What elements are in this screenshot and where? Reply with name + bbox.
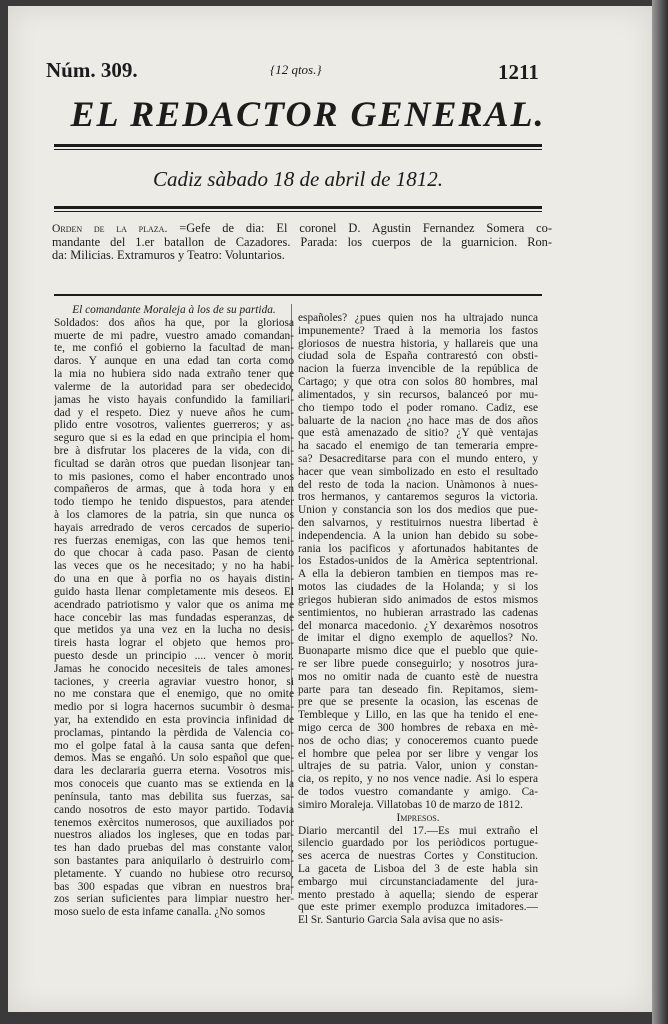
orders-line-1 (52, 222, 552, 236)
left-column-text-line: Soldados: dos años ha que, por la gloriosa (54, 316, 294, 329)
right-column (298, 312, 538, 927)
right-column-text-line: simiro Moraleja. Villatobas 10 de marzo de 1812. (298, 798, 523, 811)
right-column-text-line: parte para tan deseado fin. Repitamos, siem- (298, 683, 538, 696)
impresos-text-line: embargo mui circunstanciadamente del jura- (298, 875, 538, 888)
right-column-text-line: mos no omitir nada de cuanto estè de nuestra (298, 670, 538, 683)
issue-number: Núm. 309. (46, 58, 138, 82)
left-column-text-line: tireis hasta lograr el objeto que hemos pro- (54, 637, 294, 650)
left-column-text-line: Jamas he conocido necesiteis de tales amones- (54, 662, 294, 675)
newspaper-page (8, 6, 652, 1012)
dateline-rule (54, 206, 542, 209)
dateline: Cadiz sàbado 18 de abril de 1812. (153, 167, 443, 191)
right-column-text-line: Tembleque y Lillo, en las que ha tenido el ene- (298, 709, 538, 722)
left-column-text-line: puesto desde un principio .... vencer ò morir. (54, 649, 294, 662)
right-column-text-line: Union y constancia son los dos medios que pue- (298, 504, 538, 517)
left-column-text-line: no me constara que el enemigo, que no omite (54, 688, 294, 701)
right-column-text-line: cia, os repito, y no nos vence nadie. Asi lo espera (298, 773, 538, 786)
right-column-text-line: Buonaparte mismo dice que el pueblo que quie- (298, 645, 538, 658)
right-column-text-line: den salvarnos, y restituirnos nuestra libertad è (298, 517, 538, 529)
left-column-text-line: península, tanto mas debilita sus fuerzas, sa- (54, 790, 294, 803)
right-column-text-line: re ser libre puede conseguirlo; y nosotros jura- (298, 657, 538, 670)
right-column-text-line: Cartago; y que otra con solos 80 hombres, mal (298, 376, 538, 389)
left-column-text-line: guido hasta llenar completamente mis deseos. El (54, 585, 294, 598)
right-column-text-line: gloriosos de nuestra historia, y hallareis que una (298, 337, 538, 350)
left-column-text-line: medio por si logra hacernos sucumbir ò desma- (54, 701, 294, 714)
left-column-text-line: hace concebir las mas fundadas esperanzas, de (54, 611, 294, 624)
right-column-text-line: del monarca macedonio. ¿Y dexarèmos nosotros (298, 619, 538, 632)
right-column-text-line: ha sacado el enemigo de tan temeraria empre- (298, 440, 538, 453)
left-column-text-line: acendrado patriotismo y valor que os anima me (54, 598, 294, 611)
right-column-text-line: que està amenazado de sitio? ¿Y què ventajas (298, 427, 538, 440)
left-column-text-line: pletamente. Y cuando no hubiese otro recurso, (54, 867, 294, 880)
left-column-text-line: dad y el respeto. Diez y nueve años he cum- (54, 406, 294, 419)
left-column-text-line: moso suelo de esta infame canalla. ¿No somos (54, 906, 266, 919)
impresos-text-line: El Sr. Santurio Garcia Sala avisa que no asis- (298, 914, 504, 927)
left-column-text-line: à los clamores de la patria, sin que nunca os (54, 509, 294, 521)
right-column-text-line: ciudad sola de España contrarestó con obsti- (298, 350, 538, 363)
impresos-text-line: que este primer exemplo produzca imitadores.— (298, 901, 538, 914)
right-column-text-line: cho tiempo todo el poder romano. Cadiz, ese (298, 401, 538, 414)
orders-rule (54, 294, 542, 296)
left-column-text-line: ficultad se daràn otros que puedan lisonjear tan- (54, 457, 294, 470)
right-column-text-line: motos las ciudades de la Holanda; y si los (298, 581, 538, 594)
left-column-text-line: proclamas, pintando la pèrdida de Valencia co- (54, 726, 294, 739)
book-edge (652, 0, 668, 1024)
left-column-text-line: todo tiempo he tenido dispuestos, para atender (54, 496, 294, 509)
left-column-text-line: yar, ha extendido en esta provincia infinidad de (54, 714, 294, 726)
left-column (54, 304, 294, 919)
impresos-text-line: mento prestado à aquella; siendo de esperar (298, 888, 538, 901)
left-column-text-line: hayais arredrado de veros cercados de superio- (54, 521, 294, 534)
right-column-text-line: de todos vuestro comandante y amigo. Ca- (298, 786, 538, 799)
right-column-text-line: alimentados, y sin recursos, balanceó por mu- (298, 388, 538, 401)
right-column-text-line: el hombre que pelea por ser libre y vengar los (298, 747, 538, 760)
left-column-text-line: bre à disfrutar los placeres de la vida, con di- (54, 444, 294, 457)
orders-label: Orden de la plaza. (52, 222, 168, 235)
orders-line-3: da: Milicias. Extramuros y Teatro: Voluntarios. (52, 249, 285, 263)
orders-of-the-square (52, 222, 552, 263)
masthead-rule (54, 144, 542, 147)
left-column-text-line: mo el golpe fatal à la causa santa que defen- (54, 739, 294, 752)
left-column-text-line: tes han dado pruebas del mas constante valor, (54, 842, 294, 855)
right-column-text-line: independencia. A la union han debido su sobe- (298, 529, 538, 542)
right-column-text-line: sa? Desacreditarse para con el mundo entero, y (298, 452, 538, 465)
right-column-text-line: españoles? ¿pues quien nos ha ultrajado nunca (298, 312, 538, 324)
left-column-heading: El comandante Moraleja à los de su partida. (72, 304, 276, 316)
right-column-text-line: griegos hubieran sido animados de estos mismos (298, 593, 538, 606)
orders-line-2: mandante del 1.er batallon de Cazadores. Parada: los cuerpos de la guarnicion. Ron- (52, 235, 552, 249)
impresos-text-line: ses acerca de nuestras Cortes y Constitucion. (298, 850, 538, 863)
left-column-text-line: zos serian suficientes para limpiar nuestro her- (54, 893, 294, 906)
right-column-text-line: de imitar el digno exemplo de aquellos? No. (298, 632, 538, 645)
left-column-text-line: to mis pasiones, como el haber encontrado unos (54, 470, 294, 483)
impresos-heading: Impresos. (396, 811, 440, 824)
left-column-text-line: tenemos exèrcitos numerosos, que auxiliados por (54, 816, 294, 829)
right-column-text-line: A ella la debieron tambien en tiempos mas re- (298, 568, 538, 581)
left-column-text-line: te, me confió el gobierno la facultad de man- (54, 342, 294, 355)
right-column-text-line: migo cerca de 300 hombres de rebaxa en mè- (298, 722, 538, 734)
right-column-text-line: nos de ocho dias; y conoceremos cuanto puede (298, 734, 538, 747)
left-column-text-line: la mia no hubiera sido nada extraño tener que (54, 368, 294, 381)
left-column-text-line: jamas he visto hayais confundido la familiari- (54, 393, 294, 406)
left-column-text-line: seguro que si es la edad en que principia el hom- (54, 432, 294, 445)
left-column-text-line: bas 300 espadas que vibran en nuestros bra- (54, 880, 294, 893)
issue-price: {12 qtos.} (270, 62, 322, 77)
left-column-text-line: taciones, y creeria agraviar vuestro honor, si (54, 675, 294, 688)
right-column-text-line: ultrajes de su patria. Valor, union y constan- (298, 760, 538, 773)
left-column-text-line: nuestros aliados los ingleses, que en todas par- (54, 829, 294, 842)
left-column-text-line: do que chocar à cada paso. Pasan de ciento (54, 547, 294, 560)
left-column-text-line: las veces que os he necesitado; y no ha habi- (54, 560, 294, 573)
impresos-text-line: silencio guardado por los periòdicos portugue- (298, 837, 538, 850)
right-column-text-line: pre que se presente la ocasion, las escenas de (298, 696, 538, 709)
masthead-title: EL REDACTOR GENERAL. (70, 94, 546, 134)
right-column-text-line: los Estados-unidos de la Amèrica septentrional. (298, 555, 538, 568)
left-column-text-line: son bastantes para aniquilarlo ò destruirlo com- (54, 854, 294, 867)
orders-text-1: =Gefe de dia: El coronel D. Agustin Fernandez Somera co- (167, 222, 552, 235)
left-column-text-line: plido entre vosotros, valientes guerreros; y as- (54, 419, 294, 432)
right-column-text-line: hacer que vean simbolizado en esto el resultado (298, 465, 538, 478)
left-column-text-line: do una en que à porfia no os hayais distin- (54, 573, 294, 586)
right-column-text-line: impunemente? Traed à la memoria los fastos (298, 324, 538, 337)
left-column-text-line: res fuerzas enemigas, con las que hemos teni- (54, 534, 294, 547)
right-column-text-line: del resto de toda la nacion. Unàmonos à nues- (298, 478, 538, 491)
right-column-text-line: baluarte de la nacion ¿no hace mas de dos años (298, 414, 538, 427)
left-column-text-line: que metidos ya una vez en la lucha no desis- (54, 624, 294, 637)
masthead-rule-thin (54, 149, 542, 150)
left-column-text-line: demos. Mas se engañó. Un solo español que que- (54, 752, 294, 765)
left-column-text-line: compañeros de armas, que à toda hora y en (54, 483, 294, 496)
right-column-text-line: tros hermanos, y cantaremos seguros la victoria. (298, 491, 538, 504)
right-column-text-line: nacion la fuerza invencible de la república de (298, 363, 538, 376)
left-column-text-line: mos conoceis que cuanto mas se extienda en la (54, 778, 294, 791)
left-column-text-line: daros. Y aunque en una edad tan corta como (54, 355, 294, 368)
left-column-text-line: valerme de la autoridad para ser obedecido, (54, 380, 294, 393)
impresos-text-line: Diario mercantil del 17.—Es mui extraño el (298, 824, 538, 837)
page-number: 1211 (498, 60, 539, 84)
left-column-text-line: muerte de mi padre, vuestro amado comandan- (54, 329, 294, 342)
dateline-rule-thin (54, 211, 542, 212)
left-column-text-line: dara les declararia guerra eterna. Vosotros mis- (54, 765, 294, 778)
left-column-text-line: cando nosotros de esto mayor partido. Todavia (54, 803, 294, 816)
right-column-text-line: sentimientos, no hubieran arrastrado las cadenas (298, 606, 538, 619)
right-column-text-line: rania los pacificos y afortunados habitantes de (298, 542, 538, 555)
impresos-text-line: La gaceta de Lisboa del 3 de este habla sin (298, 862, 538, 875)
